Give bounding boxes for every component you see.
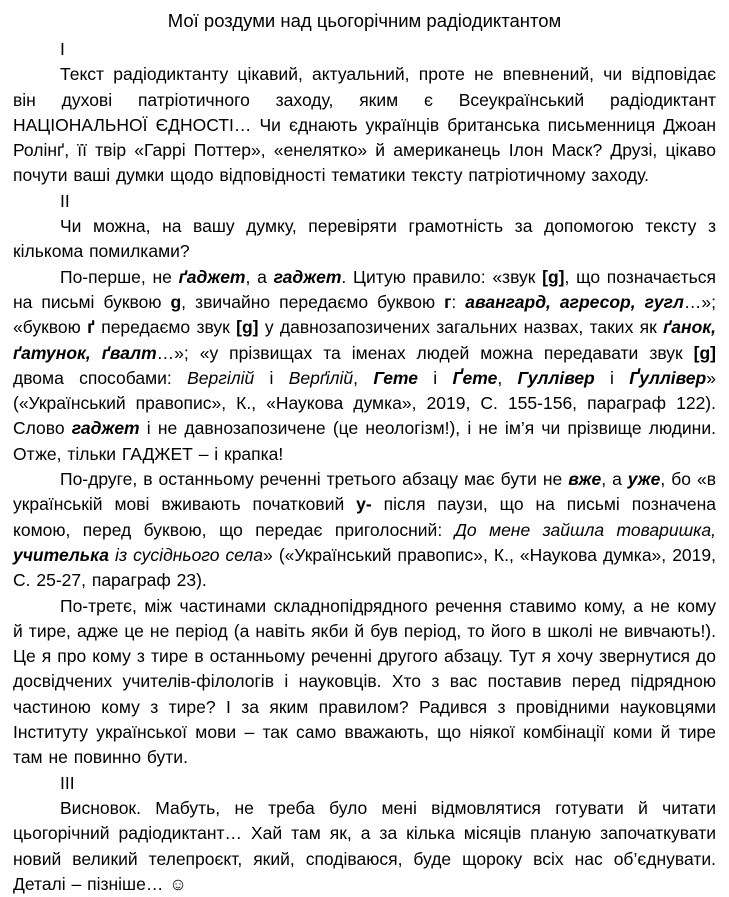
- section-numeral: [13, 189, 716, 214]
- text-run: вже: [568, 469, 602, 490]
- document-body: [13, 37, 716, 897]
- text-run: g: [170, 291, 182, 312]
- text-run: По-перше, не: [60, 266, 179, 287]
- text-run: I: [60, 39, 65, 59]
- text-run: Гуллівер: [517, 367, 595, 388]
- text-run: ґаджет: [178, 266, 246, 287]
- text-run: Верґілій: [288, 367, 354, 388]
- text-run: Ґуллівер: [629, 367, 707, 388]
- text-run: гаджет: [71, 418, 140, 439]
- text-run: , бо «в українській мові вживають початковий: [13, 469, 717, 515]
- text-run: Висновок. Мабуть, не треба було мені відмовлятися готувати й читати цьогорічний радіодиктант… Хай там як, а за кілька місяців планую започаткувати новий великий телепроєкт, який, сподіваюся, буде щороку всіх нас об’єднувати. Деталі – пізніше… ☺: [13, 797, 716, 894]
- section-numeral: [13, 37, 716, 62]
- section-numeral: [13, 771, 716, 796]
- text-run: , а: [245, 266, 274, 287]
- text-run: ,: [353, 367, 374, 388]
- text-run: …»; «буквою: [13, 291, 716, 338]
- text-run: , а: [601, 469, 628, 490]
- text-run: у давнозапозичених загальних назвах, таких як: [258, 317, 664, 338]
- text-run: уже: [627, 469, 661, 490]
- text-run: » («Український правопис», К., «Наукова думка», 2019, С. 25-27, параграф 23).: [13, 544, 716, 591]
- text-run: авангард, агресор, гугл: [465, 291, 684, 312]
- text-run: передаємо звук: [94, 317, 237, 338]
- text-run: і: [418, 367, 453, 388]
- text-run: Вергілій: [187, 367, 255, 388]
- paragraph: [13, 62, 716, 188]
- text-run: , звичайно передаємо буквою: [181, 291, 445, 312]
- text-run: Текст радіодиктанту цікавий, актуальний, проте не впевнений, чи відповідає він духові патріотичного заходу, яким є Всеукраїнський радіодиктант НАЦІОНАЛЬНОЇ ЄДНОСТІ… Чи єднають українців британська письменниця Джоан Ролінґ, її твір «Гаррі Поттер», «енелятко» й американець Ілон Маск? Друзі, цікаво почути ваші думки щодо відповідності тематики тексту патріотичному заходу.: [13, 64, 716, 186]
- text-run: і: [594, 367, 630, 388]
- paragraph: [13, 594, 716, 771]
- text-run: [g]: [693, 342, 716, 363]
- text-run: . Цитую правило: «звук: [341, 266, 543, 287]
- paragraph: [13, 265, 716, 467]
- text-run: після паузи, що на письмі позначена комою, перед буквою, що передає приголосний:: [13, 494, 716, 540]
- text-run: III: [60, 772, 75, 793]
- text-run: г: [444, 291, 452, 312]
- text-run: » («Український правопис», К., «Наукова думка», 2019, С. 155-156, параграф 122). Слово: [13, 367, 716, 439]
- text-run: [g]: [542, 266, 565, 287]
- text-run: По-третє, між частинами складнопідрядного речення ставимо кому, а не кому й тире, адже це не період (а навіть якби й був період, то його в школі не вивчають!). Це я про кому з тире в останньому реченні другого абзацу. Тут я хочу звернутися до досвідчених учителів-філологів і науковців. Хто з вас поставив перед підрядною частиною кому з тире? І за яким правилом? Радився з провідними науковцями Інституту української мови – так само вважають, що ніякої комбінації коми й тире там не повинно бути.: [13, 595, 716, 768]
- text-run: [g]: [236, 317, 259, 338]
- text-run: II: [60, 190, 70, 211]
- text-run: :: [451, 291, 466, 312]
- text-run: ґ: [87, 317, 95, 338]
- text-run: По-друге, в останньому реченні третього абзацу має бути не: [60, 469, 569, 490]
- paragraph: [13, 796, 716, 897]
- text-run: із сусіднього села: [109, 544, 264, 565]
- document-title: Мої роздуми над цьогорічним радіодиктантом: [167, 10, 562, 31]
- text-run: Ґете: [452, 367, 498, 388]
- text-run: ,: [497, 367, 518, 388]
- text-run: у-: [356, 494, 372, 515]
- text-run: Гете: [373, 367, 418, 388]
- text-run: і не давнозапозичене (це неологізм!), і не ім’я чи прізвище людини. Отже, тільки ГАДЖЕТ – і крапка!: [13, 418, 716, 464]
- paragraph: [13, 467, 716, 593]
- text-run: учителька: [13, 544, 109, 565]
- text-run: двома способами:: [13, 367, 188, 388]
- text-run: Чи можна, на вашу думку, перевіряти грамотність за допомогою тексту з кількома помилками?: [13, 216, 716, 262]
- text-run: До мене зайшла товаришка,: [454, 519, 716, 540]
- text-run: і: [254, 367, 289, 388]
- text-run: , що позначається на письмі буквою: [13, 266, 716, 312]
- text-run: ґанок, ґатунок, ґвалт: [13, 317, 717, 363]
- paragraph: [13, 214, 716, 265]
- text-run: гаджет: [273, 266, 342, 287]
- text-run: …»; «у прізвищах та іменах людей можна передавати звук: [156, 342, 694, 363]
